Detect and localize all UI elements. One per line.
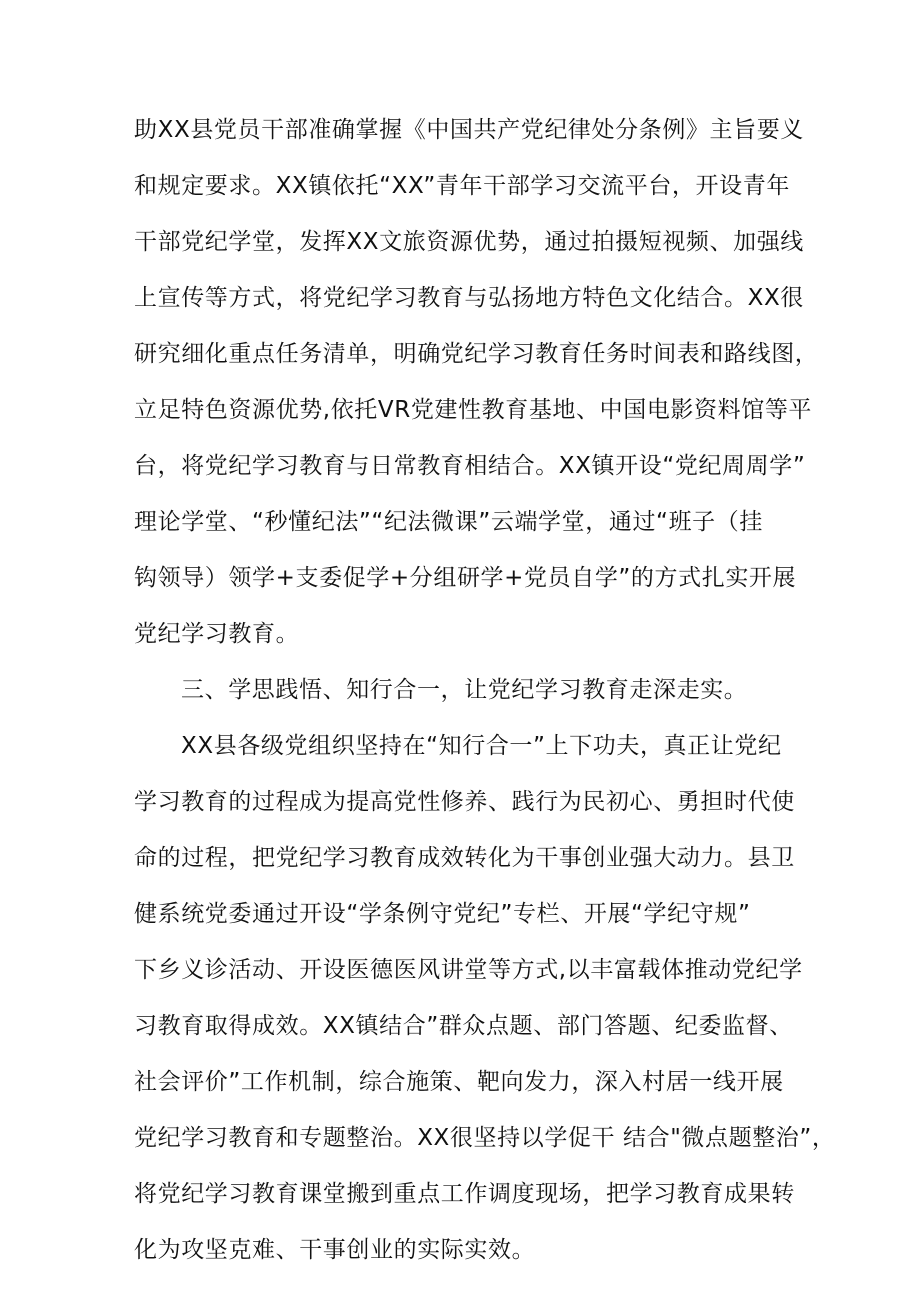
paragraph-line: 研究细化重点任务清单，明确党纪学习教育任务时间表和路线图，	[134, 341, 819, 367]
paragraph-line: 化为攻坚克难、干事创业的实际实效。	[134, 1237, 536, 1263]
paragraph-line: 钩领导）领学+支委促学+分组研学+党员自学”的方式扎实开展	[134, 565, 797, 591]
paragraph-line: 将党纪学习教育课堂搬到重点工作调度现场，把学习教育成果转	[134, 1181, 795, 1207]
paragraph-line: 和规定要求。XX镇依托“XX”青年干部学习交流平台，开设青年	[134, 173, 790, 199]
paragraph-line: 台，将党纪学习教育与日常教育相结合。XX镇开设“党纪周周学”	[134, 453, 806, 479]
paragraph-line: 健系统党委通过开设“学条例守党纪”专栏、开展“学纪守规”	[134, 901, 751, 927]
paragraph-line: XX县各级党组织坚持在“知行合一”上下功夫，真正让党纪	[181, 733, 782, 759]
section-heading: 三、学思践悟、知行合一，让党纪学习教育走深走实。	[181, 677, 748, 703]
paragraph-line: 助XX县党员干部准确掌握《中国共产党纪律处分条例》主旨要义	[134, 117, 804, 143]
paragraph-line: 命的过程，把党纪学习教育成效转化为干事创业强大动力。县卫	[134, 845, 795, 871]
paragraph-line: 党纪学习教育和专题整治。XX很坚持以学促干 结合"微点题整治”，	[134, 1125, 836, 1151]
paragraph-line: 习教育取得成效。XX镇结合”群众点题、部门答题、纪委监督、	[134, 1013, 793, 1039]
paragraph-line: 学习教育的过程成为提高党性修养、践行为民初心、勇担时代使	[134, 789, 795, 815]
paragraph-line: 社会评价”工作机制，综合施策、靶向发力，深入村居一线开展	[134, 1069, 784, 1095]
paragraph-line: 干部党纪学堂，发挥XX文旅资源优势，通过拍摄短视频、加强线	[134, 229, 804, 255]
paragraph-line: 理论学堂、“秒懂纪法”“纪法微课”云端学堂，通过“班子（挂	[134, 509, 763, 535]
paragraph-line: 立足特色资源优势,依托VR党建性教育基地、中国电影资料馆等平	[134, 397, 813, 423]
paragraph-line: 党纪学习教育。	[134, 621, 300, 647]
paragraph-line: 下乡义诊活动、开设医德医风讲堂等方式,以丰富载体推动党纪学	[134, 957, 803, 983]
paragraph-line: 上宣传等方式，将党纪学习教育与弘扬地方特色文化结合。XX很	[134, 285, 804, 311]
